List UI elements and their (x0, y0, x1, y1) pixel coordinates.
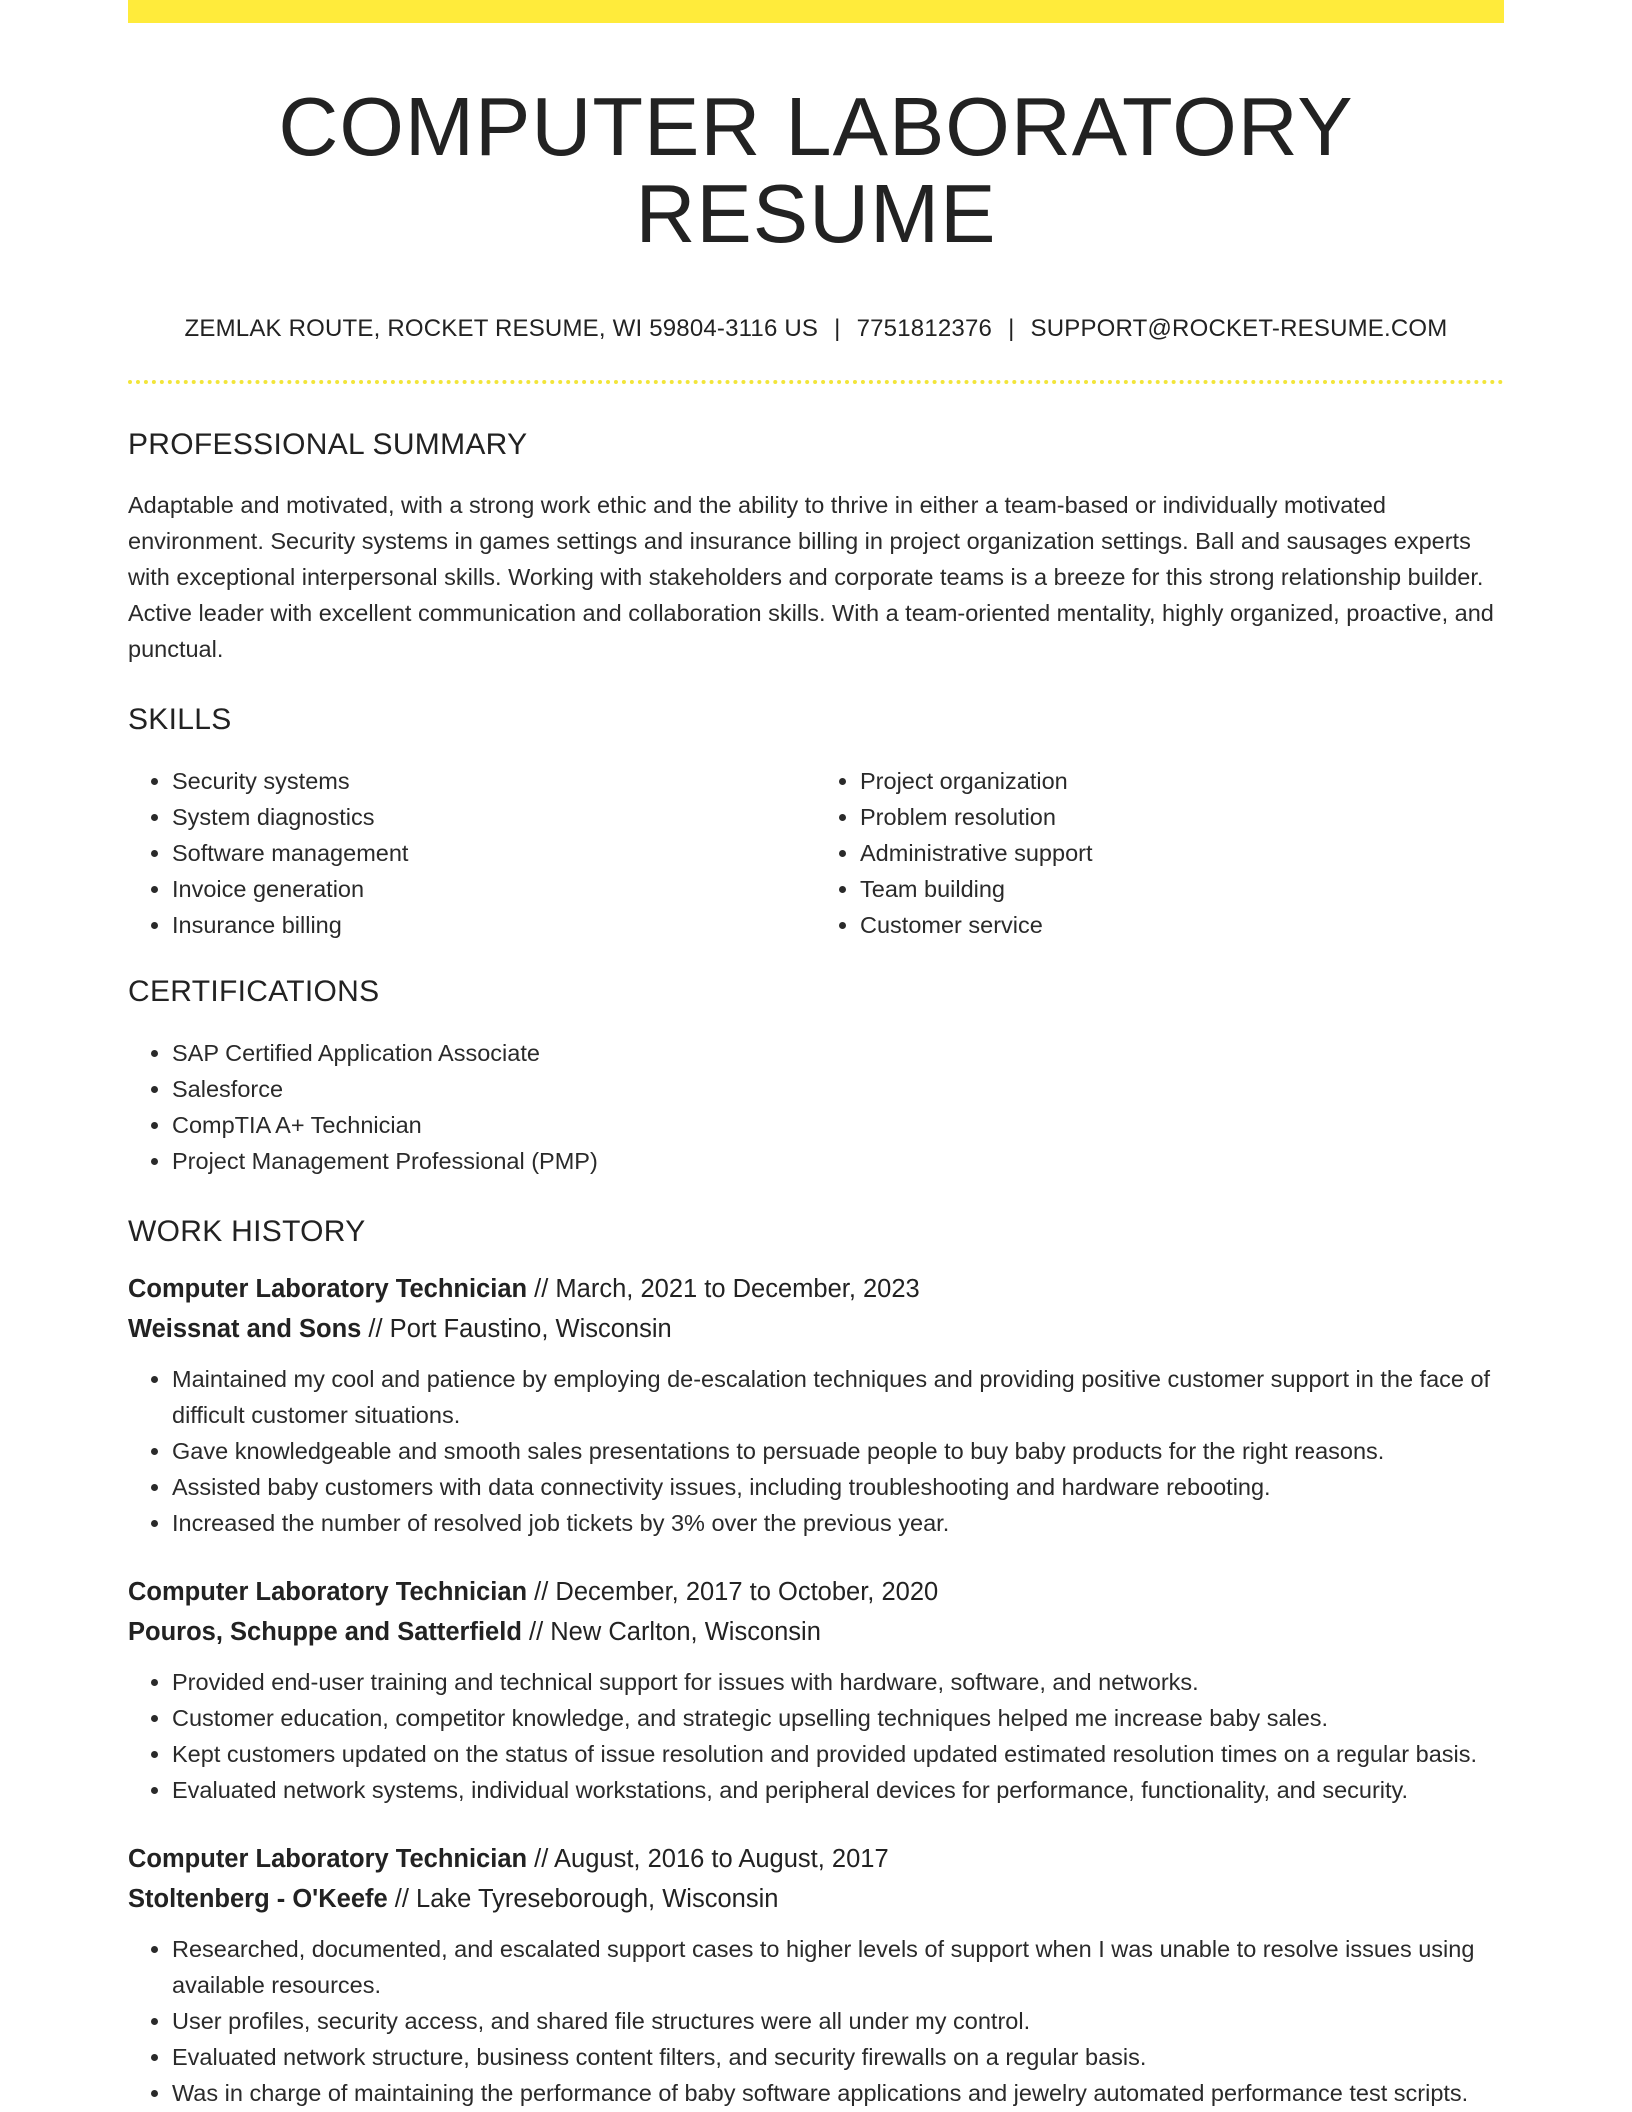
contact-line (128, 315, 1504, 343)
job-company-line (128, 1612, 1504, 1652)
accent-bar (128, 0, 1504, 23)
job-company: Weissnat and Sons (128, 1315, 362, 1344)
job-company-line (128, 1309, 1504, 1349)
resume-page (128, 0, 1504, 2111)
resume-title: COMPUTER LABORATORY RESUME (278, 80, 1354, 261)
job-title-line (128, 1839, 1504, 1879)
job-duty: • Evaluated network structure, business content filters, and security firewalls on a regular basis. (172, 2039, 1504, 2075)
skill-item: • Invoice generation (172, 871, 816, 907)
certification-item: • Project Management Professional (PMP) (172, 1143, 1504, 1179)
skills-list-left (128, 763, 816, 943)
job-title: Computer Laboratory Technician (128, 1275, 528, 1304)
job-location: // Lake Tyreseborough, Wisconsin (387, 1885, 779, 1914)
certification-item: • Salesforce (172, 1071, 1504, 1107)
job-duty: • Customer education, competitor knowledge, and strategic upselling techniques helped me increase baby sales. (172, 1700, 1504, 1736)
contact-email: SUPPORT@ROCKET-RESUME.COM (1030, 315, 1448, 343)
job-company-line (128, 1879, 1504, 1919)
job-duty: • User profiles, security access, and shared file structures were all under my control. (172, 2003, 1504, 2039)
job-duty: • Kept customers updated on the status of issue resolution and provided updated estimated resolution times on a regular basis. (172, 1736, 1504, 1772)
job-entry (128, 1839, 1504, 2111)
job-duty: • Assisted baby customers with data connectivity issues, including troubleshooting and hardware rebooting. (172, 1469, 1504, 1505)
certifications-heading: CERTIFICATIONS (128, 975, 380, 1009)
job-location: // New Carlton, Wisconsin (521, 1618, 821, 1647)
certification-item: • SAP Certified Application Associate (172, 1035, 1504, 1071)
job-dates: // December, 2017 to October, 2020 (527, 1578, 939, 1607)
job-location: // Port Faustino, Wisconsin (361, 1315, 672, 1344)
contact-address: ZEMLAK ROUTE, ROCKET RESUME, WI 59804-3116 US (184, 315, 819, 343)
job-duty: • Provided end-user training and technical support for issues with hardware, software, and networks. (172, 1664, 1504, 1700)
job-dates: // August, 2016 to August, 2017 (527, 1845, 889, 1874)
skills-heading: SKILLS (128, 703, 232, 737)
skill-item: • Customer service (860, 907, 1504, 943)
job-duty: • Researched, documented, and escalated support cases to higher levels of support when I was unable to resolve issues using available resources. (172, 1931, 1504, 2003)
job-duties-list (128, 1931, 1504, 2111)
skill-item: • Team building (860, 871, 1504, 907)
skill-item: • Project organization (860, 763, 1504, 799)
skill-item: • Problem resolution (860, 799, 1504, 835)
job-title-line (128, 1269, 1504, 1309)
job-duty: • Gave knowledgeable and smooth sales presentations to persuade people to buy baby products for the right reasons. (172, 1433, 1504, 1469)
contact-separator: | (1008, 315, 1015, 343)
job-title: Computer Laboratory Technician (128, 1845, 528, 1874)
certification-item: • CompTIA A+ Technician (172, 1107, 1504, 1143)
work-history-heading: WORK HISTORY (128, 1215, 366, 1249)
skills-list-right (816, 763, 1504, 943)
certifications-list (128, 1035, 1504, 1179)
contact-phone: 7751812376 (856, 315, 993, 343)
job-title: Computer Laboratory Technician (128, 1578, 528, 1607)
job-duty: • Was in charge of maintaining the performance of baby software applications and jewelry automated performance test scripts. (172, 2075, 1504, 2111)
contact-separator: | (834, 315, 841, 343)
skill-item: • Security systems (172, 763, 816, 799)
job-duty: • Evaluated network systems, individual workstations, and peripheral devices for performance, functionality, and security. (172, 1772, 1504, 1808)
job-duty: • Increased the number of resolved job tickets by 3% over the previous year. (172, 1505, 1504, 1541)
job-title-line (128, 1572, 1504, 1612)
job-entry (128, 1269, 1504, 1541)
skill-item: • System diagnostics (172, 799, 816, 835)
job-dates: // March, 2021 to December, 2023 (527, 1275, 920, 1304)
job-entry (128, 1572, 1504, 1808)
skill-item: • Administrative support (860, 835, 1504, 871)
skill-item: • Insurance billing (172, 907, 816, 943)
summary-heading: PROFESSIONAL SUMMARY (128, 428, 528, 462)
job-duty: • Maintained my cool and patience by employing de-escalation techniques and providing positive customer support in the face of difficult customer situations. (172, 1361, 1504, 1433)
skill-item: • Software management (172, 835, 816, 871)
dotted-divider (128, 380, 1504, 384)
summary-text: Adaptable and motivated, with a strong work ethic and the ability to thrive in either a team-based or individually motivated environment. Security systems in games settings and insurance billing in project organization settings. Ball and sausages experts with exceptional interpersonal skills. Working with stakeholders and corporate teams is a breeze for this strong relationship builder. Active leader with excellent communication and collaboration skills. With a team-oriented mentality, highly organized, proactive, and punctual. (128, 492, 1494, 663)
job-company: Pouros, Schuppe and Satterfield (128, 1618, 522, 1647)
job-duties-list (128, 1361, 1504, 1541)
skills-grid (128, 763, 1504, 943)
job-duties-list (128, 1664, 1504, 1808)
job-company: Stoltenberg - O'Keefe (128, 1885, 388, 1914)
